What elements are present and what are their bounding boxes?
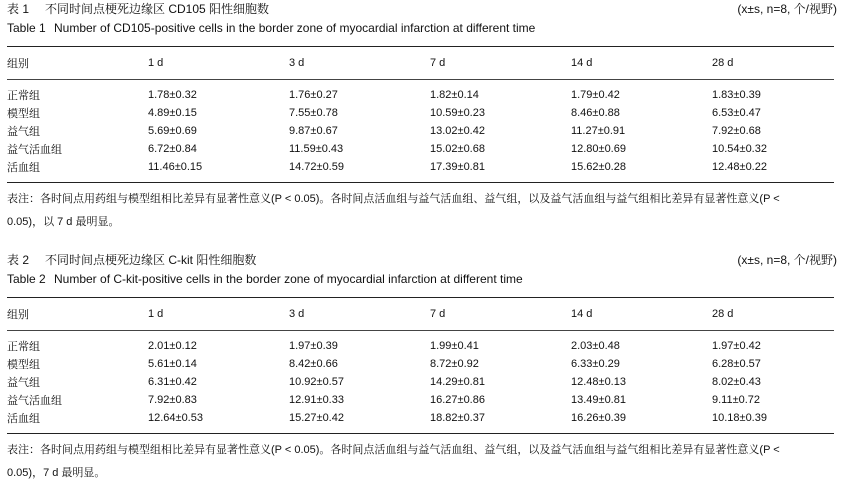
table-cell: 1.79±0.42 [571,89,620,101]
table-cell: 1.97±0.39 [289,340,338,352]
table-cell: 2.03±0.48 [571,340,620,352]
table-cell: 8.42±0.66 [289,358,338,370]
table-2-number-cn: 表 2 [7,253,30,267]
table-cell: 12.80±0.69 [571,143,626,155]
table-1-title-en [7,18,834,38]
table-cell: 15.27±0.42 [289,412,344,424]
table-2-title-cn-text: 不同时间点梗死边缘区 C-kit 阳性细胞数 [45,253,257,267]
table-cell: 9.87±0.67 [289,125,338,137]
table-cell: 12.48±0.22 [712,161,767,173]
table-cell: 10.18±0.39 [712,412,767,424]
table-cell: 益气活血组 [7,395,62,407]
table-2-unit: (x±s, n=8, 个/视野) [737,253,837,267]
table-cell: 1.78±0.32 [148,89,197,101]
table-cell: 1.76±0.27 [289,89,338,101]
table-cell: 16.26±0.39 [571,412,626,424]
table-cell: 15.02±0.68 [430,143,485,155]
table-cell: 13.02±0.42 [430,125,485,137]
table-2-block [7,251,837,485]
table-header-cell: 1 d [148,308,164,320]
table-header-cell: 7 d [430,57,446,69]
table-1-note-line-2: 0.05)，以 7 d 最明显。 [7,216,120,228]
table-cell: 14.72±0.59 [289,161,344,173]
table-1-header-row [7,47,834,79]
table-2-note-line-1: 表注：各时间点用药组与模型组相比差异有显著性意义(P < 0.05)。各时间点活血组与益气活血组、益气组，以及益气活血组与益气组相比差异有显著性意义(P < [7,444,780,456]
table-1-title-en-text: Number of CD105-positive cells in the border zone of myocardial infarction at different time [54,21,536,35]
table-2-title-en-text: Number of C-kit-positive cells in the border zone of myocardial infarction at different time [54,272,523,286]
table-row [7,122,834,140]
table-2 [7,298,834,330]
table-cell: 6.31±0.42 [148,376,197,388]
table-1-title-cn-text: 不同时间点梗死边缘区 CD105 阳性细胞数 [45,2,270,16]
table-cell: 12.64±0.53 [148,412,203,424]
table-1 [7,47,834,79]
table-cell: 10.59±0.23 [430,107,485,119]
table-cell: 活血组 [7,162,40,174]
table-cell: 13.49±0.81 [571,394,626,406]
table-1-note-line-1: 表注：各时间点用药组与模型组相比差异有显著性意义(P < 0.05)。各时间点活血组与益气活血组、益气组，以及益气活血组与益气组相比差异有显著性意义(P < [7,193,780,205]
table-row [7,140,834,158]
table-1-number-cn: 表 1 [7,2,30,16]
table-cell: 模型组 [7,108,40,120]
table-cell: 1.99±0.41 [430,340,479,352]
table-cell: 活血组 [7,413,40,425]
table-cell: 7.92±0.83 [148,394,197,406]
table-header-cell: 组别 [7,58,29,70]
table-1-title-cn [7,0,837,18]
table-2-body [7,337,834,427]
table-cell: 益气组 [7,126,40,138]
table-cell: 正常组 [7,90,40,102]
table-cell: 8.72±0.92 [430,358,479,370]
table-2-title-cn [7,251,837,269]
table-row [7,86,834,104]
table-cell: 14.29±0.81 [430,376,485,388]
table-cell: 益气组 [7,377,40,389]
table-cell: 模型组 [7,359,40,371]
table-row [7,104,834,122]
table-1-note [7,183,834,234]
table-1-body [7,86,834,176]
table-2-note [7,434,834,485]
table-row [7,373,834,391]
table-cell: 15.62±0.28 [571,161,626,173]
table-header-cell: 14 d [571,308,593,320]
table-2-note-line-2: 0.05)，7 d 最明显。 [7,467,106,479]
table-header-cell: 28 d [712,308,734,320]
table-cell: 1.82±0.14 [430,89,479,101]
table-cell: 18.82±0.37 [430,412,485,424]
table-row [7,409,834,427]
table-cell: 9.11±0.72 [712,394,761,406]
table-cell: 6.53±0.47 [712,107,761,119]
table-cell: 4.89±0.15 [148,107,197,119]
table-cell: 7.92±0.68 [712,125,761,137]
table-cell: 10.92±0.57 [289,376,344,388]
table-cell: 16.27±0.86 [430,394,485,406]
table-row [7,355,834,373]
table-header-cell: 3 d [289,57,305,69]
table-2-title-en [7,269,834,289]
table-cell: 2.01±0.12 [148,340,197,352]
table-cell: 6.28±0.57 [712,358,761,370]
table-header-cell: 14 d [571,57,593,69]
table-1-unit: (x±s, n=8, 个/视野) [737,2,837,16]
table-header-cell: 组别 [7,309,29,321]
table-header-cell: 1 d [148,57,164,69]
table-2-number-en: Table 2 [7,272,46,286]
table-row [7,158,834,176]
table-cell: 8.02±0.43 [712,376,761,388]
table-cell: 益气活血组 [7,144,62,156]
table-cell: 7.55±0.78 [289,107,338,119]
table-cell: 11.46±0.15 [148,161,203,173]
table-cell: 10.54±0.32 [712,143,767,155]
table-cell: 17.39±0.81 [430,161,485,173]
table-cell: 8.46±0.88 [571,107,620,119]
table-cell: 11.27±0.91 [571,125,626,137]
table-cell: 1.97±0.42 [712,340,761,352]
table-header-cell: 3 d [289,308,305,320]
table-2-header-row [7,298,834,330]
table-cell: 12.91±0.33 [289,394,344,406]
table-row [7,391,834,409]
table-header-cell: 28 d [712,57,734,69]
table-cell: 5.69±0.69 [148,125,197,137]
table-1-number-en: Table 1 [7,21,46,35]
table-cell: 11.59±0.43 [289,143,344,155]
table-header-cell: 7 d [430,308,446,320]
table-row [7,337,834,355]
table-cell: 1.83±0.39 [712,89,761,101]
table-cell: 5.61±0.14 [148,358,197,370]
table-cell: 6.72±0.84 [148,143,197,155]
table-cell: 正常组 [7,341,40,353]
table-cell: 6.33±0.29 [571,358,620,370]
table-1-block [7,0,837,234]
table-cell: 12.48±0.13 [571,376,626,388]
